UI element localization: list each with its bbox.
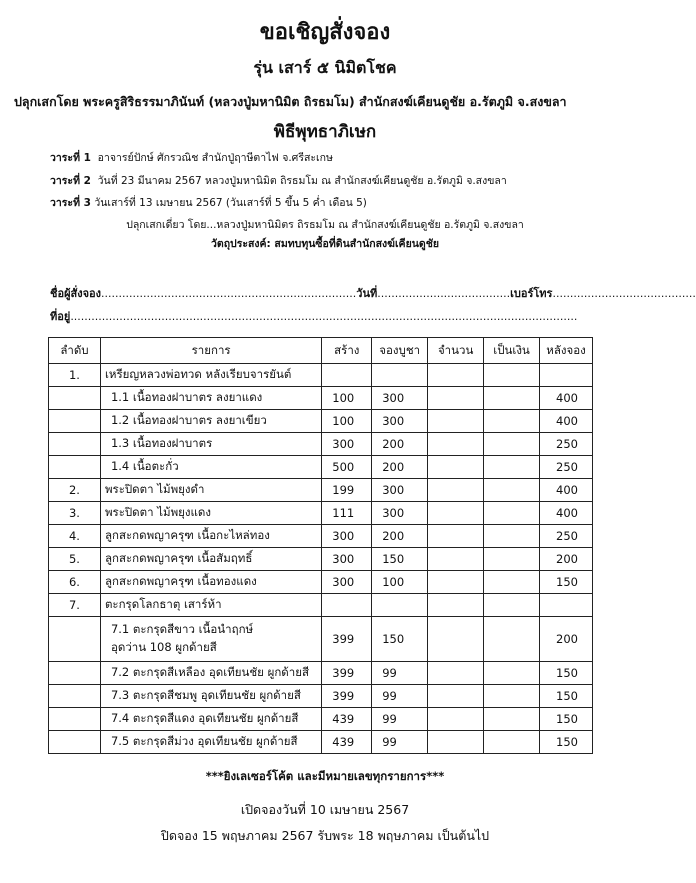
row-amount[interactable] xyxy=(484,617,540,662)
row-price: 99 xyxy=(372,685,428,708)
row-number xyxy=(49,731,101,754)
row-amount[interactable] xyxy=(484,410,540,433)
row-item-line: 7.1 ตะกรุดสีขาว เนื้อนำฤกษ์ xyxy=(110,622,254,636)
row-item: 7.4 ตะกรุดสีแดง อุดเทียนชัย ผูกด้ายสี xyxy=(100,708,321,731)
row-made: 300 xyxy=(322,548,372,571)
name-label: ชื่อผู้สั่งจอง xyxy=(50,287,102,300)
row-after-price: 400 xyxy=(540,410,593,433)
row-made xyxy=(322,364,372,387)
row-quantity[interactable] xyxy=(428,548,484,571)
table-row xyxy=(49,479,593,502)
table-row xyxy=(49,571,593,594)
table-row xyxy=(49,617,593,662)
row-made xyxy=(322,594,372,617)
row-amount[interactable] xyxy=(484,387,540,410)
row-made: 399 xyxy=(322,685,372,708)
row-amount[interactable] xyxy=(484,479,540,502)
row-item: ลูกสะกดพญาครุฑ เนื้อกะไหล่ทอง xyxy=(100,525,321,548)
table-row xyxy=(49,548,593,571)
row-number: 3. xyxy=(49,502,101,525)
row-item: 7.3 ตะกรุดสีชมพู อุดเทียนชัย ผูกด้ายสี xyxy=(100,685,321,708)
row-number xyxy=(49,662,101,685)
row-price: 150 xyxy=(372,617,428,662)
row-quantity[interactable] xyxy=(428,594,484,617)
table-row xyxy=(49,387,593,410)
rite-label: วาระที่ 3 xyxy=(50,197,91,209)
row-after-price: 150 xyxy=(540,662,593,685)
objective-line: วัตถุประสงค์: สมทบทุนซื้อที่ดินสำนักสงฆ์เคียนดูชัย xyxy=(210,238,439,250)
solo-blessing-line: ปลุกเสกเดี่ยว โดย...หลวงปู่มหานิมิตร ถิรธมโม ณ สำนักสงฆ์เคียนดูชัย อ.รัตภูมิ จ.สงขลา xyxy=(126,219,524,231)
row-after-price: 150 xyxy=(540,731,593,754)
row-number xyxy=(49,708,101,731)
column-header: ลำดับ xyxy=(49,338,101,364)
row-price: 300 xyxy=(372,387,428,410)
row-made: 300 xyxy=(322,525,372,548)
row-item: 1.3 เนื้อทองฝาบาตร xyxy=(100,433,321,456)
row-made: 100 xyxy=(322,387,372,410)
row-item: ลูกสะกดพญาครุฑ เนื้อสัมฤทธิ์ xyxy=(100,548,321,571)
table-row xyxy=(49,662,593,685)
row-price: 150 xyxy=(372,548,428,571)
row-price: 300 xyxy=(372,479,428,502)
row-amount[interactable] xyxy=(484,731,540,754)
row-amount[interactable] xyxy=(484,594,540,617)
row-price: 300 xyxy=(372,410,428,433)
column-header: หลังจอง xyxy=(540,338,593,364)
row-item: ลูกสะกดพญาครุฑ เนื้อทองแดง xyxy=(100,571,321,594)
row-item-line: อุดว่าน 108 ผูกด้ายสี xyxy=(110,640,217,654)
row-number: 5. xyxy=(49,548,101,571)
column-header: รายการ xyxy=(100,338,321,364)
column-header: สร้าง xyxy=(322,338,372,364)
table-row xyxy=(49,594,593,617)
row-item: ตะกรุดโลกธาตุ เสาร์ห้า xyxy=(100,594,321,617)
order-table xyxy=(48,337,593,754)
phone-label: เบอร์โทร xyxy=(510,287,553,300)
row-item: 1.4 เนื้อตะกั่ว xyxy=(100,456,321,479)
row-after-price: 150 xyxy=(540,708,593,731)
row-number: 1. xyxy=(49,364,101,387)
row-quantity[interactable] xyxy=(428,456,484,479)
rite-label: วาระที่ 1 xyxy=(50,152,91,164)
row-quantity[interactable] xyxy=(428,387,484,410)
address-line xyxy=(50,307,577,325)
address-field[interactable]: ................................................................................................................................................. xyxy=(70,310,578,323)
column-header: จองบูชา xyxy=(372,338,428,364)
row-after-price: 400 xyxy=(540,387,593,410)
row-number: 2. xyxy=(49,479,101,502)
rite-text: วันที่ 23 มีนาคม 2567 หลวงปู่มหานิมิต ถิรธมโม ณ สำนักสงฆ์เคียนดูชัย อ.รัตภูมิ จ.สงขลา xyxy=(97,175,507,187)
ceremony-heading: พิธีพุทธาภิเษก xyxy=(273,122,377,142)
table-row xyxy=(49,410,593,433)
row-item: 7.5 ตะกรุดสีม่วง อุดเทียนชัย ผูกด้ายสี xyxy=(100,731,321,754)
table-row xyxy=(49,364,593,387)
row-amount[interactable] xyxy=(484,662,540,685)
row-amount[interactable] xyxy=(484,525,540,548)
rite-text: อาจารย์ปักษ์ ศักรวณิช สำนักปู่ฤาษีตาไฟ จ.ศรีสะเกษ xyxy=(97,152,333,164)
row-made: 399 xyxy=(322,662,372,685)
row-quantity[interactable] xyxy=(428,662,484,685)
row-made: 439 xyxy=(322,708,372,731)
row-amount[interactable] xyxy=(484,571,540,594)
row-after-price: 200 xyxy=(540,548,593,571)
row-after-price: 150 xyxy=(540,685,593,708)
row-quantity[interactable] xyxy=(428,731,484,754)
row-price: 200 xyxy=(372,525,428,548)
row-number xyxy=(49,617,101,662)
table-row xyxy=(49,433,593,456)
row-item xyxy=(100,617,321,662)
table-row xyxy=(49,456,593,479)
row-number xyxy=(49,685,101,708)
row-amount[interactable] xyxy=(484,685,540,708)
row-number: 7. xyxy=(49,594,101,617)
row-amount[interactable] xyxy=(484,364,540,387)
row-made: 199 xyxy=(322,479,372,502)
column-header: เป็นเงิน xyxy=(484,338,540,364)
table-row xyxy=(49,731,593,754)
row-item: พระปิดตา ไม้พยุงดำ xyxy=(100,479,321,502)
row-quantity[interactable] xyxy=(428,433,484,456)
row-after-price: 400 xyxy=(540,502,593,525)
row-made: 300 xyxy=(322,571,372,594)
row-made: 439 xyxy=(322,731,372,754)
rite-2 xyxy=(50,172,640,189)
row-made: 100 xyxy=(322,410,372,433)
row-price: 100 xyxy=(372,571,428,594)
date-label: วันที่ xyxy=(356,287,378,300)
table-row xyxy=(49,708,593,731)
row-quantity[interactable] xyxy=(428,525,484,548)
row-after-price: 400 xyxy=(540,479,593,502)
row-number xyxy=(49,456,101,479)
rite-label: วาระที่ 2 xyxy=(50,175,91,187)
close-date: ปิดจอง 15 พฤษภาคม 2567 รับพระ 18 พฤษภาคม เป็นต้นไป xyxy=(160,828,490,843)
row-amount[interactable] xyxy=(484,548,540,571)
row-amount[interactable] xyxy=(484,433,540,456)
table-row xyxy=(49,502,593,525)
table-row xyxy=(49,685,593,708)
row-number: 6. xyxy=(49,571,101,594)
row-price: 200 xyxy=(372,456,428,479)
row-number xyxy=(49,410,101,433)
rite-1 xyxy=(50,149,640,166)
row-item: พระปิดตา ไม้พยุงแดง xyxy=(100,502,321,525)
row-item: 7.2 ตะกรุดสีเหลือง อุดเทียนชัย ผูกด้ายสี xyxy=(100,662,321,685)
table-row xyxy=(49,525,593,548)
rite-3 xyxy=(50,194,640,211)
row-number xyxy=(49,387,101,410)
row-amount[interactable] xyxy=(484,502,540,525)
row-price: 99 xyxy=(372,731,428,754)
phone-field[interactable]: ......................................... xyxy=(552,287,696,300)
row-amount[interactable] xyxy=(484,456,540,479)
row-made: 111 xyxy=(322,502,372,525)
row-after-price: 150 xyxy=(540,571,593,594)
column-header: จำนวน xyxy=(428,338,484,364)
row-price: 200 xyxy=(372,433,428,456)
row-quantity[interactable] xyxy=(428,685,484,708)
row-after-price xyxy=(540,594,593,617)
row-after-price: 250 xyxy=(540,525,593,548)
row-after-price: 200 xyxy=(540,617,593,662)
row-quantity[interactable] xyxy=(428,479,484,502)
row-after-price: 250 xyxy=(540,433,593,456)
row-price xyxy=(372,594,428,617)
address-label: ที่อยู่ xyxy=(50,310,71,323)
row-amount[interactable] xyxy=(484,708,540,731)
table-header-row xyxy=(49,338,593,364)
row-after-price xyxy=(540,364,593,387)
row-number: 4. xyxy=(49,525,101,548)
row-quantity[interactable] xyxy=(428,502,484,525)
page-title: ขอเชิญสั่งจอง xyxy=(259,20,391,45)
row-number xyxy=(49,433,101,456)
row-made: 500 xyxy=(322,456,372,479)
row-after-price: 250 xyxy=(540,456,593,479)
row-made: 399 xyxy=(322,617,372,662)
row-quantity[interactable] xyxy=(428,571,484,594)
order-info-line xyxy=(50,284,696,302)
row-item: เหรียญหลวงพ่อทวด หลังเรียบจารยันต์ xyxy=(100,364,321,387)
row-quantity[interactable] xyxy=(428,708,484,731)
row-price xyxy=(372,364,428,387)
row-quantity[interactable] xyxy=(428,617,484,662)
open-date: เปิดจองวันที่ 10 เมษายน 2567 xyxy=(240,802,410,817)
row-item: 1.1 เนื้อทองฝาบาตร ลงยาแดง xyxy=(100,387,321,410)
row-price: 300 xyxy=(372,502,428,525)
row-price: 99 xyxy=(372,662,428,685)
rite-text: วันเสาร์ที่ 13 เมษายน 2567 (วันเสาร์ที่ 5 ขึ้น 5 ค่ำ เดือน 5) xyxy=(94,197,367,209)
row-made: 300 xyxy=(322,433,372,456)
row-item: 1.2 เนื้อทองฝาบาตร ลงยาเขียว xyxy=(100,410,321,433)
blessing-line: ปลุกเสกโดย พระครูสิริธรรมาภินันท์ (หลวงปู่มหานิมิต ถิรธมโม) สำนักสงฆ์เคียนดูชัย อ.รัตภูมิ จ.สงขลา xyxy=(14,94,567,109)
row-price: 99 xyxy=(372,708,428,731)
date-field[interactable]: ...................................... xyxy=(377,287,511,300)
laser-code-note: ***ยิงเลเซอร์โค้ต และมีหมายเลขทุกรายการ*** xyxy=(205,769,445,783)
name-field[interactable]: ......................................................................... xyxy=(101,287,357,300)
row-quantity[interactable] xyxy=(428,410,484,433)
edition-subtitle: รุ่น เสาร์ ๕ นิมิตโชค xyxy=(253,58,397,77)
row-quantity[interactable] xyxy=(428,364,484,387)
